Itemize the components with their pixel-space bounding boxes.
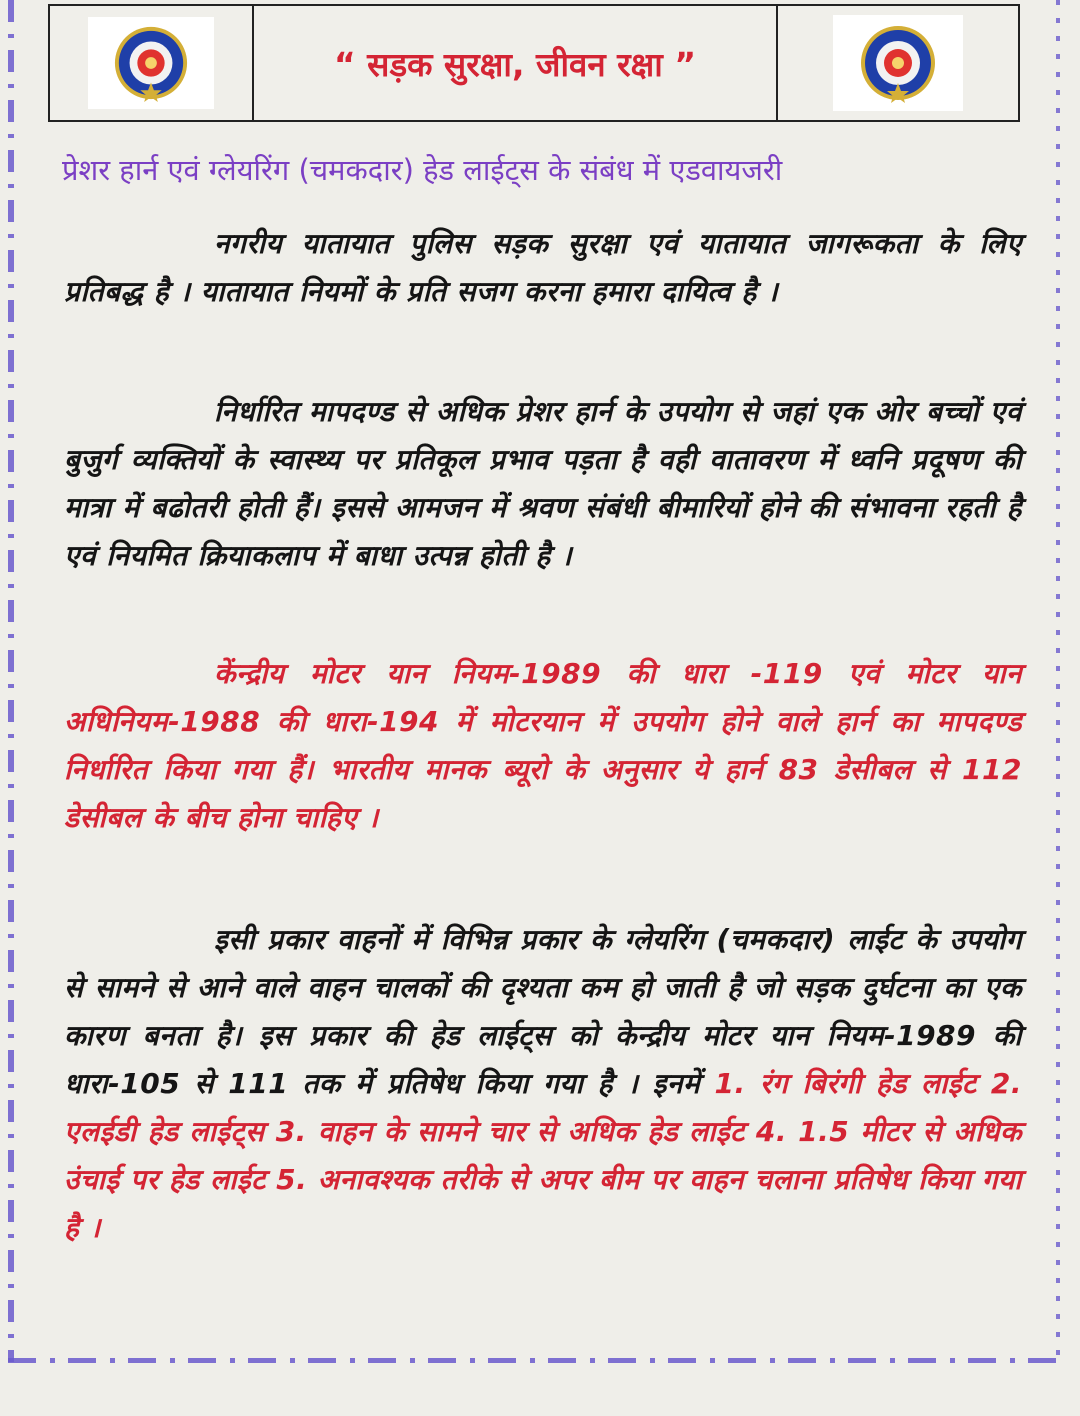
header-box	[48, 4, 1020, 122]
paragraph-pressure-horn	[64, 388, 1022, 580]
paragraph-motor-rules	[64, 650, 1022, 842]
paragraph-text: केंन्द्रीय मोटर यान नियम-1989 की धारा -119 एवं मोटर यान अधिनियम-1988 की धारा-194 में मोटरयान में उपयोग होने वाले हार्न का मापदण्ड निर्धारित किया गया हैं। भारतीय मानक ब्यूरो के अनुसार ये हार्न 83 डेसीबल से 112 डेसीबल के बीच होना चाहिए ।	[64, 657, 1022, 834]
advisory-heading: प्रेशर हार्न एवं ग्लेयरिंग (चमकदार) हेड लाईट्स के संबंध में एडवायजरी	[62, 153, 783, 187]
slogan-title: “ सड़क सुरक्षा, जीवन रक्षा ”	[333, 44, 697, 84]
paragraph-commitment	[64, 220, 1022, 316]
police-emblem-icon	[833, 15, 963, 111]
header-right-logo-cell	[776, 6, 1018, 120]
paragraph-text: नगरीय यातायात पुलिस सड़क सुरक्षा एवं यातायात जागरूकता के लिए प्रतिबद्ध है । यातायात नियमों के प्रति सजग करना हमारा दायित्व है ।	[64, 227, 1022, 308]
header-left-logo-cell	[50, 6, 254, 120]
bottom-dashed-border	[8, 1358, 1058, 1363]
paragraph-glaring-lights	[64, 916, 1022, 1252]
left-dashed-border	[8, 0, 14, 1362]
paragraph-text: निर्धारित मापदण्ड से अधिक प्रेशर हार्न के उपयोग से जहां एक ओर बच्चों एवं बुजुर्ग व्यक्तियों के स्वास्थ्य पर प्रतिकूल प्रभाव पड़ता है वही वातावरण में ध्वनि प्रदूषण की मात्रा में बढोतरी होती हैं। इससे आमजन में श्रवण संबंधी बीमारियों होने की संभावना रहती है एवं नियमित क्रियाकलाप में बाधा उत्पन्न होती है ।	[64, 395, 1022, 572]
right-dashed-border	[1056, 0, 1060, 1362]
prohibited-list: 1. रंग बिरंगी हेड लाईट 2. एलईडी हेड लाईट्स 3. वाहन के सामने चार से अधिक हेड लाईट 4. 1.5 मीटर से अधिक उंचाई पर हेड लाईट 5. अनावश्यक तरीके से अपर बीम पर वाहन चलाना प्रतिषेध किया गया है ।	[64, 1067, 1022, 1244]
paragraph-text: इसी प्रकार वाहनों में विभिन्न प्रकार के ग्लेयरिंग (चमकदार) लाईट के उपयोग से सामने से आने वाले वाहन चालकों की दृश्यता कम हो जाती है जो सड़क दुर्घटना का एक कारण बनता है। इस प्रकार की हेड लाईट्स को केन्द्रीय मोटर यान नियम-1989 की धारा-105 से 111 तक में प्रतिषेध किया गया है । इनमें	[64, 923, 1022, 1100]
police-emblem-icon	[88, 17, 214, 109]
